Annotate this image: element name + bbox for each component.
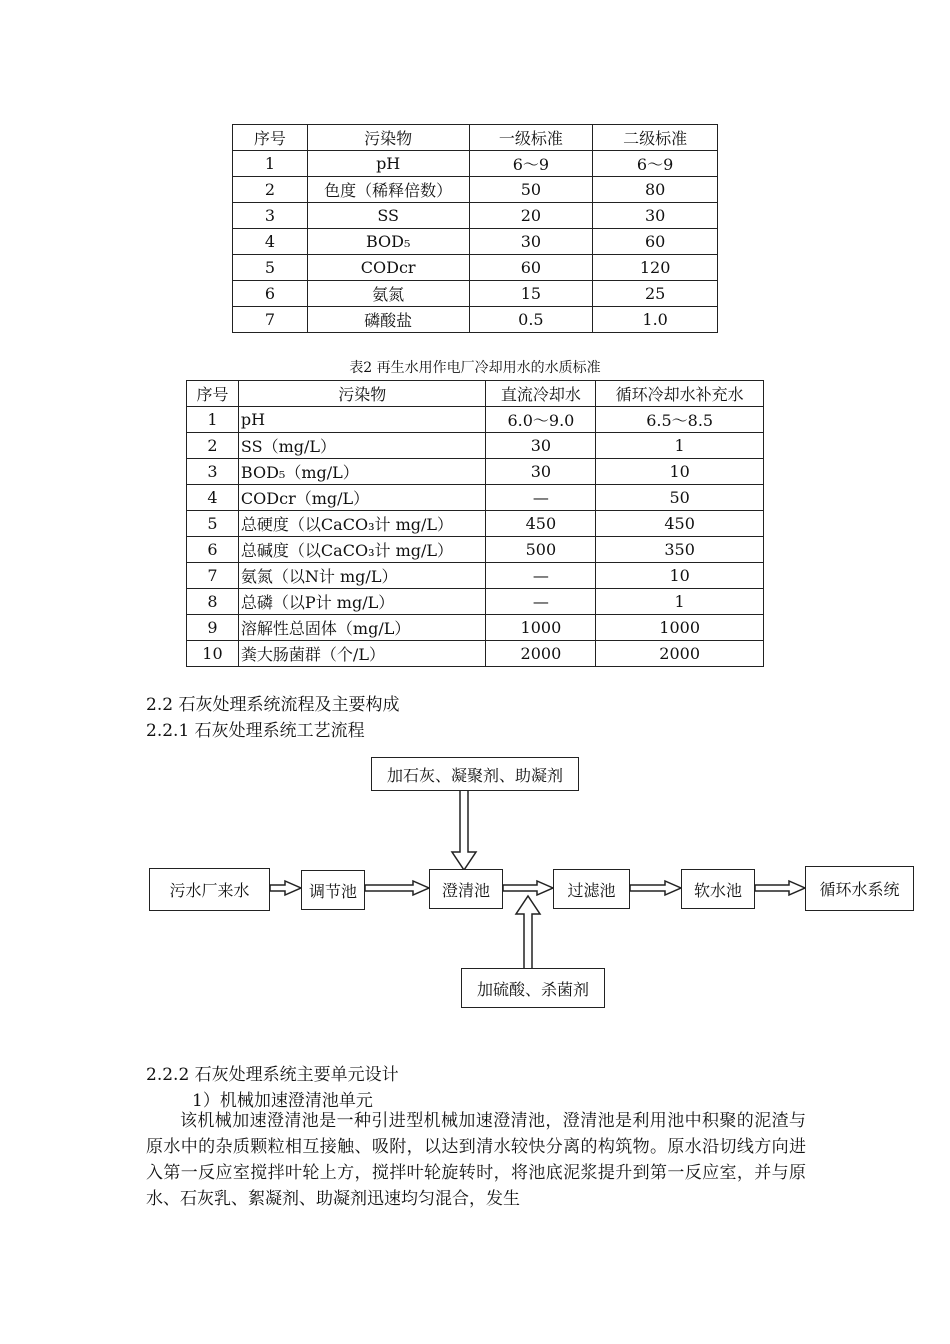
table-cell: 总硬度（以CaCO₃计 mg/L） — [238, 511, 486, 537]
table-cell: pH — [238, 407, 486, 433]
header-cell: 二级标准 — [593, 125, 718, 151]
flow-step-box: 软水池 — [681, 869, 755, 909]
table-cell: 7 — [233, 307, 308, 333]
table-cell: 30 — [486, 459, 596, 485]
table-cell: 25 — [593, 281, 718, 307]
subsection-heading: 1）机械加速澄清池单元 — [192, 1091, 373, 1111]
table-cell: 色度（稀释倍数） — [307, 177, 469, 203]
table-cell: 6 — [187, 537, 239, 563]
arrow-step-2 — [365, 881, 429, 895]
table-cell: 1.0 — [593, 307, 718, 333]
body-paragraph: 该机械加速澄清池是一种引进型机械加速澄清池，澄清池是利用池中积聚的泥渣与原水中的杂质颗粒相互接触、吸附，以达到清水较快分离的构筑物。原水沿切线方向进入第一反应室搅拌叶轮上方，搅拌叶轮旋转时，将池底泥浆提升到第一反应室，并与原水、石灰乳、絮凝剂、助凝剂迅速均匀混合，发生 — [146, 1111, 806, 1209]
arrow-step-1 — [270, 881, 301, 895]
table-cell: — — [486, 589, 596, 615]
section-heading-2-2-1: 2.2.1 石灰处理系统工艺流程 — [146, 721, 365, 741]
table-cell: 3 — [187, 459, 239, 485]
table-cell: 60 — [593, 229, 718, 255]
header-cell: 污染物 — [238, 381, 486, 407]
table-cell: CODcr（mg/L） — [238, 485, 486, 511]
table-cell: BOD₅（mg/L） — [238, 459, 486, 485]
table-cell: 0.5 — [469, 307, 593, 333]
table-cell: 50 — [596, 485, 764, 511]
table-cell: 粪大肠菌群（个/L） — [238, 641, 486, 667]
table-cell: SS（mg/L） — [238, 433, 486, 459]
table-cell: 6～9 — [593, 151, 718, 177]
table-cell: 450 — [596, 511, 764, 537]
arrow-bottom-input — [516, 896, 540, 970]
table-cell: 溶解性总固体（mg/L） — [238, 615, 486, 641]
table-cell: — — [486, 563, 596, 589]
table-cell: 500 — [486, 537, 596, 563]
table-cell: 氨氮 — [307, 281, 469, 307]
table-cell: 350 — [596, 537, 764, 563]
top-input-box: 加石灰、凝聚剂、助凝剂 — [371, 757, 579, 791]
arrow-top-input — [452, 789, 476, 870]
flow-step-box: 过滤池 — [553, 869, 630, 909]
table-cell: 30 — [469, 229, 593, 255]
table-cell: 10 — [596, 563, 764, 589]
table-cell: 50 — [469, 177, 593, 203]
table-cell: 6.5～8.5 — [596, 407, 764, 433]
table-cell: 450 — [486, 511, 596, 537]
table-cell: — — [486, 485, 596, 511]
header-cell: 序号 — [233, 125, 308, 151]
flow-step-box: 循环水系统 — [805, 866, 914, 911]
table-cell: 20 — [469, 203, 593, 229]
table-cell: 6 — [233, 281, 308, 307]
header-cell: 一级标准 — [469, 125, 593, 151]
flow-step-box: 调节池 — [301, 870, 365, 910]
table-cell: 9 — [187, 615, 239, 641]
table-cell: 30 — [486, 433, 596, 459]
table-cell: 1 — [233, 151, 308, 177]
table-cell: 6.0～9.0 — [486, 407, 596, 433]
table-cell: 6～9 — [469, 151, 593, 177]
table-cell: 1000 — [596, 615, 764, 641]
table-cell: 10 — [187, 641, 239, 667]
table-cell: 氨氮（以N计 mg/L） — [238, 563, 486, 589]
table-cell: SS — [307, 203, 469, 229]
table-cell: 80 — [593, 177, 718, 203]
table-cell: 4 — [233, 229, 308, 255]
table-cell: pH — [307, 151, 469, 177]
table2-caption: 表2 再生水用作电厂冷却用水的水质标准 — [349, 360, 601, 376]
table-cell: 2 — [187, 433, 239, 459]
flow-step-box: 澄清池 — [429, 869, 503, 909]
table-cell: 磷酸盐 — [307, 307, 469, 333]
table-cell: 1 — [596, 433, 764, 459]
table-cell: BOD₅ — [307, 229, 469, 255]
section-heading-2-2-2: 2.2.2 石灰处理系统主要单元设计 — [146, 1065, 399, 1085]
table-cell: 2000 — [596, 641, 764, 667]
table-cell: 2 — [233, 177, 308, 203]
table-cell: 总碱度（以CaCO₃计 mg/L） — [238, 537, 486, 563]
arrow-step-3 — [503, 881, 553, 895]
table-cell: 1 — [596, 589, 764, 615]
header-cell: 序号 — [187, 381, 239, 407]
table-cell: 2000 — [486, 641, 596, 667]
table-cell: 4 — [187, 485, 239, 511]
header-cell: 循环冷却水补充水 — [596, 381, 764, 407]
table-cell: 总磷（以P计 mg/L） — [238, 589, 486, 615]
table-cell: 60 — [469, 255, 593, 281]
arrow-step-4 — [630, 881, 681, 895]
table-cell: 7 — [187, 563, 239, 589]
header-cell: 污染物 — [307, 125, 469, 151]
table-cell: 1000 — [486, 615, 596, 641]
bottom-input-box: 加硫酸、杀菌剂 — [461, 968, 605, 1008]
table-cell: 8 — [187, 589, 239, 615]
table-cell: 15 — [469, 281, 593, 307]
table-cell: 5 — [187, 511, 239, 537]
table-cell: 30 — [593, 203, 718, 229]
arrow-step-5 — [755, 881, 805, 895]
table-cell: 3 — [233, 203, 308, 229]
table-cell: CODcr — [307, 255, 469, 281]
table-cell: 5 — [233, 255, 308, 281]
table-cell: 10 — [596, 459, 764, 485]
section-heading-2-2: 2.2 石灰处理系统流程及主要构成 — [146, 695, 400, 715]
header-cell: 直流冷却水 — [486, 381, 596, 407]
flow-step-box: 污水厂来水 — [149, 868, 270, 911]
table-cell: 1 — [187, 407, 239, 433]
table-cell: 120 — [593, 255, 718, 281]
